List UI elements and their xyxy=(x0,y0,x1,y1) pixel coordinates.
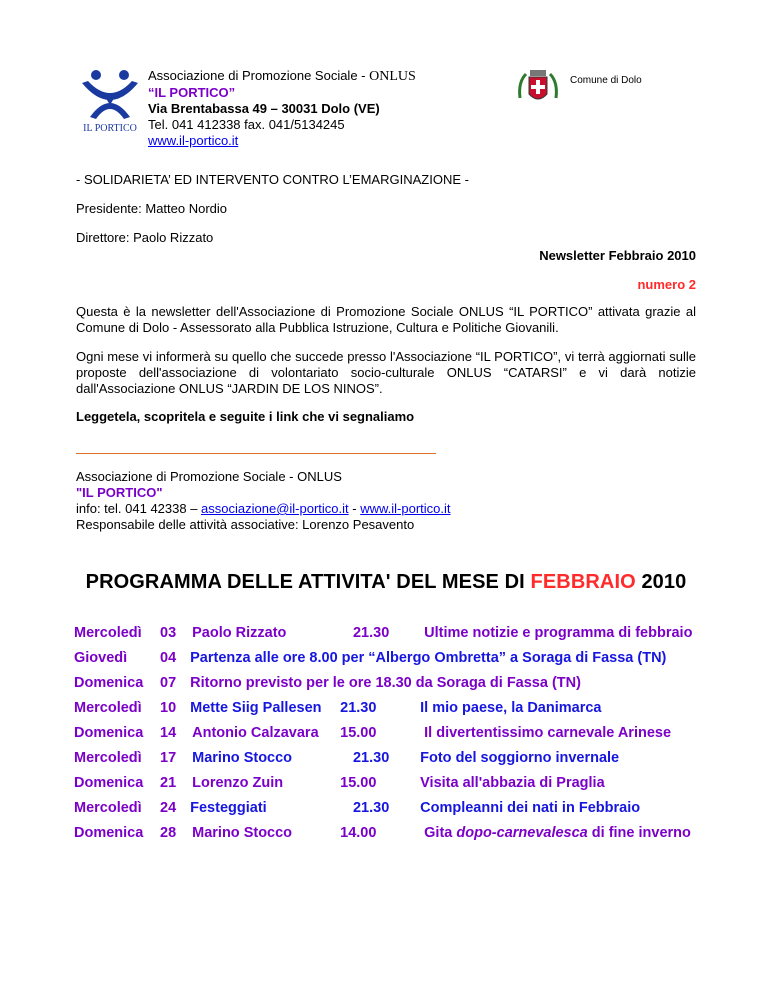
program-title-year: 2010 xyxy=(641,571,687,593)
row-time: 21.30 xyxy=(352,749,390,766)
row-topic: Foto del soggiorno invernale xyxy=(420,749,620,766)
row-speaker: Festeggiati xyxy=(190,799,267,816)
row-speaker: Antonio Calzavara xyxy=(192,724,319,741)
org-address: Via Brentabassa 49 – 30031 Dolo (VE) xyxy=(148,101,380,116)
call-to-action: Leggetela, scopritela e seguite i link che vi segnaliamo xyxy=(76,409,415,424)
intro-paragraph-2: Ogni mese vi informerà su quello che succede presso l'Associazione “IL PORTICO”, vi terrà aggiornati sulle proposte dell'associazione di volontariato socio-culturale ONLUS “CATARSI” e vi darà notizie dall'Associazione ONLUS “JARDIN DE LOS NINOS”. xyxy=(76,349,696,396)
program-title-month: FEBBRAIO xyxy=(530,571,636,593)
row-date: 14 xyxy=(160,724,177,741)
row-day: Domenica xyxy=(74,674,144,691)
org-phone: Tel. 041 412338 fax. 041/5134245 xyxy=(148,117,345,132)
comune-crest-icon xyxy=(516,68,560,110)
row-topic-post: di fine inverno xyxy=(587,824,691,841)
row-time: 21.30 xyxy=(340,699,377,716)
schedule-row xyxy=(74,820,706,845)
contact-org-name: "IL PORTICO" xyxy=(76,485,163,500)
director: Direttore: Paolo Rizzato xyxy=(76,230,214,245)
row-speaker: Mette Siig Pallesen xyxy=(190,699,322,716)
row-topic: Visita all'abbazia di Praglia xyxy=(420,774,605,791)
row-topic: Il divertentissimo carnevale Arinese xyxy=(424,724,672,741)
row-date: 07 xyxy=(160,674,177,691)
row-topic: Ultime notizie e programma di febbraio xyxy=(424,624,693,641)
row-date: 03 xyxy=(160,624,177,641)
row-time: 14.00 xyxy=(340,824,377,841)
newsletter-number: numero 2 xyxy=(637,277,696,292)
row-time: 15.00 xyxy=(340,724,377,741)
row-full-text: Ritorno previsto per le ore 18.30 da Soraga di Fassa (TN) xyxy=(190,674,581,691)
row-day: Domenica xyxy=(74,724,144,741)
row-topic: Il mio paese, la Danimarca xyxy=(420,699,602,716)
row-day: Giovedì xyxy=(74,649,128,666)
schedule-row xyxy=(74,620,706,645)
president: Presidente: Matteo Nordio xyxy=(76,201,228,216)
row-speaker: Marino Stocco xyxy=(192,749,293,766)
divider xyxy=(76,453,436,454)
row-speaker: Marino Stocco xyxy=(192,824,293,841)
schedule-row xyxy=(74,695,706,720)
row-date: 28 xyxy=(160,824,177,841)
website-link[interactable]: www.il-portico.it xyxy=(148,133,239,148)
row-day: Mercoledì xyxy=(74,699,142,716)
newsletter-title: Newsletter Febbraio 2010 xyxy=(539,248,696,263)
assoc-line: Associazione di Promozione Sociale - xyxy=(148,68,366,83)
contact-assoc: Associazione di Promozione Sociale - ONLUS xyxy=(76,469,342,484)
row-date: 24 xyxy=(160,799,177,816)
contact-info: info: tel. 041 42338 – xyxy=(76,501,202,516)
contact-separator: - xyxy=(348,501,361,516)
row-time: 21.30 xyxy=(352,799,390,816)
row-day: Mercoledì xyxy=(74,624,142,641)
row-date: 10 xyxy=(160,699,177,716)
email-link[interactable]: associazione@il-portico.it xyxy=(201,501,349,516)
program-title xyxy=(76,571,696,594)
row-speaker: Paolo Rizzato xyxy=(192,624,287,641)
logo-text: IL PORTICO xyxy=(83,123,137,134)
motto: - SOLIDARIETA’ ED INTERVENTO CONTRO L’EMARGINAZIONE - xyxy=(76,172,469,187)
row-time: 21.30 xyxy=(352,624,390,641)
schedule-row xyxy=(74,745,706,770)
row-topic-em: dopo-carnevalesca xyxy=(456,824,588,841)
contact-block xyxy=(76,469,696,533)
onlus-label: ONLUS xyxy=(369,69,416,84)
schedule-row xyxy=(74,720,706,745)
row-topic xyxy=(406,820,706,845)
row-date: 17 xyxy=(160,749,177,766)
contact-responsabile: Responsabile delle attività associative: Lorenzo Pesavento xyxy=(76,517,415,532)
org-name: “IL PORTICO” xyxy=(148,85,236,100)
schedule-row xyxy=(74,770,706,795)
row-full-text: Partenza alle ore 8.00 per “Albergo Ombretta” a Soraga di Fassa (TN) xyxy=(190,649,667,666)
row-day: Mercoledì xyxy=(74,749,142,766)
contact-website-link[interactable]: www.il-portico.it xyxy=(360,501,451,516)
intro-paragraph-1: Questa è la newsletter dell'Associazione di Promozione Sociale ONLUS “IL PORTICO” attivata grazie al Comune di Dolo - Assessorato alla Pubblica Istruzione, Cultura e Politiche Giovanili. xyxy=(76,304,696,335)
program-title-text: PROGRAMMA DELLE ATTIVITA' DEL MESE DI xyxy=(85,571,525,593)
org-header xyxy=(148,68,416,149)
comune-label: Comune di Dolo xyxy=(570,75,642,86)
il-portico-logo xyxy=(76,65,144,135)
row-time: 15.00 xyxy=(340,774,377,791)
row-day: Mercoledì xyxy=(74,799,142,816)
schedule-row xyxy=(74,645,706,670)
row-day: Domenica xyxy=(74,774,144,791)
row-speaker: Lorenzo Zuin xyxy=(192,774,284,791)
row-topic: Compleanni dei nati in Febbraio xyxy=(420,799,641,816)
row-topic-pre: Gita xyxy=(424,824,457,841)
row-date: 04 xyxy=(160,649,177,666)
schedule-table xyxy=(74,620,706,845)
schedule-row xyxy=(74,670,706,695)
row-date: 21 xyxy=(160,774,177,791)
row-day: Domenica xyxy=(74,824,144,841)
schedule-row xyxy=(74,795,706,820)
